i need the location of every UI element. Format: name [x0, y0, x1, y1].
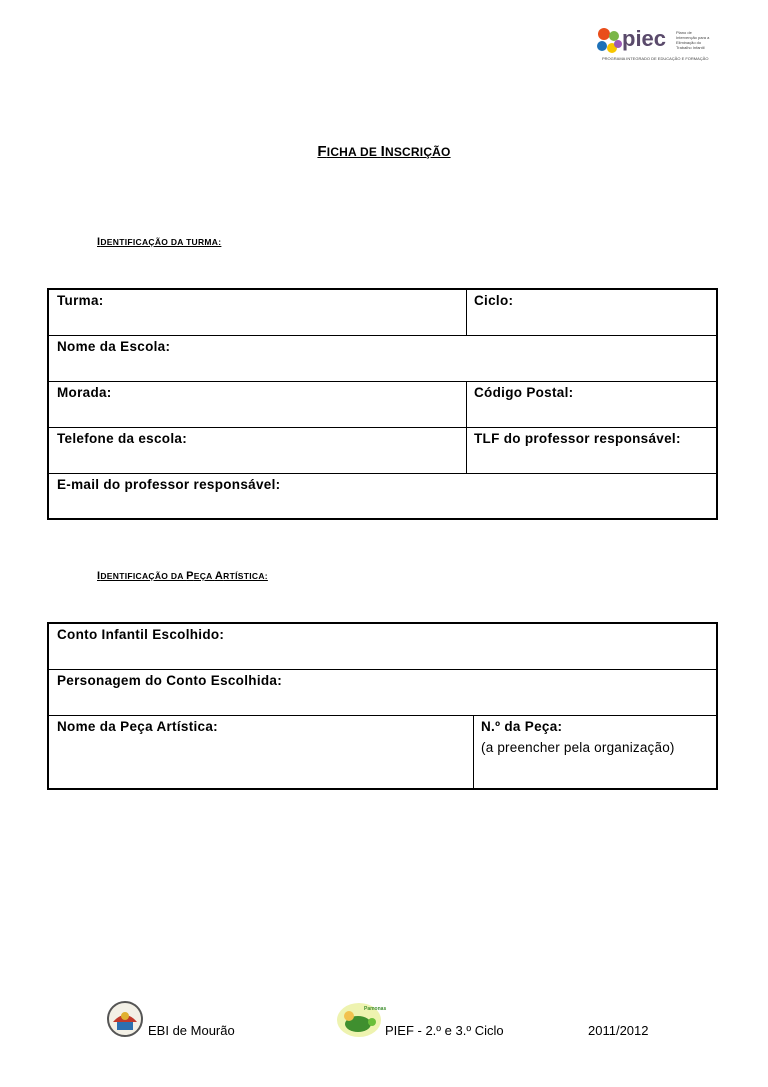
numero-peca-field[interactable]	[474, 716, 716, 788]
turma-table	[47, 288, 718, 520]
morada-field[interactable]	[49, 382, 467, 427]
section-peca-heading	[97, 570, 268, 582]
personagem-label: Personagem do Conto Escolhida:	[57, 673, 283, 688]
table-row	[49, 336, 716, 382]
nome-escola-label: Nome da Escola:	[57, 339, 171, 354]
title-cap-2: I	[380, 143, 385, 160]
numero-peca-label: N.º da Peça:	[481, 719, 563, 734]
logo-subtitle: PROGRAMA INTEGRADO DE EDUCAÇÃO E FORMAÇÃO	[602, 56, 709, 61]
table-row	[49, 624, 716, 670]
tlf-professor-field[interactable]	[467, 428, 716, 473]
personagem-field[interactable]	[49, 670, 716, 715]
piec-logo	[592, 18, 714, 70]
peca-table	[47, 622, 718, 790]
footer-school: EBI de Mourão	[148, 1023, 235, 1038]
logo-side-text: Plano de Intervenção para a Eliminação do Trabalho Infantil	[676, 30, 710, 50]
footer-year: 2011/2012	[588, 1023, 649, 1038]
title-part-2: NSCRIÇÃO	[384, 145, 451, 159]
ciclo-field[interactable]	[467, 290, 716, 335]
nome-peca-label: Nome da Peça Artística:	[57, 719, 218, 734]
telefone-escola-label: Telefone da escola:	[57, 431, 187, 446]
section2-cap-2: P	[186, 570, 194, 582]
turma-field[interactable]	[49, 290, 467, 335]
tlf-professor-label: TLF do professor responsável:	[474, 431, 681, 446]
email-professor-label: E-mail do professor responsável:	[57, 477, 281, 492]
section2-cap-3: A	[214, 570, 224, 582]
table-row	[49, 474, 716, 518]
hands-icon	[594, 24, 624, 60]
conto-field[interactable]	[49, 624, 716, 669]
nome-escola-field[interactable]	[49, 336, 716, 381]
morada-label: Morada:	[57, 385, 112, 400]
telefone-escola-field[interactable]	[49, 428, 467, 473]
nome-peca-field[interactable]	[49, 716, 474, 788]
footer-program: PIEF - 2.º e 3.º Ciclo	[385, 1023, 504, 1038]
section2-text-3: RTÍSTICA:	[223, 571, 268, 581]
codigo-postal-label: Código Postal:	[474, 385, 574, 400]
table-row	[49, 428, 716, 474]
title-part-1: ICHA DE	[326, 145, 381, 159]
email-professor-field[interactable]	[49, 474, 716, 518]
section1-text: DENTIFICAÇÃO DA TURMA:	[100, 237, 222, 247]
section-turma-heading	[97, 236, 221, 248]
turma-label: Turma:	[57, 293, 104, 308]
table-row	[49, 716, 716, 788]
table-row	[49, 290, 716, 336]
ciclo-label: Ciclo:	[474, 293, 514, 308]
page-title	[0, 143, 768, 160]
section1-cap: I	[97, 236, 101, 248]
conto-label: Conto Infantil Escolhido:	[57, 627, 225, 642]
section2-text-2: EÇA	[193, 571, 215, 581]
school-emblem-icon	[107, 1000, 143, 1038]
codigo-postal-field[interactable]	[467, 382, 716, 427]
numero-peca-note: (a preencher pela organização)	[481, 740, 675, 755]
table-row	[49, 670, 716, 716]
table-row	[49, 382, 716, 428]
section2-text-1: DENTIFICAÇÃO DA	[100, 571, 187, 581]
turtle-logo-text: Pamonas	[364, 1006, 387, 1012]
title-cap-1: F	[317, 143, 327, 160]
section2-cap-1: I	[97, 570, 101, 582]
logo-name: piec	[622, 26, 667, 51]
